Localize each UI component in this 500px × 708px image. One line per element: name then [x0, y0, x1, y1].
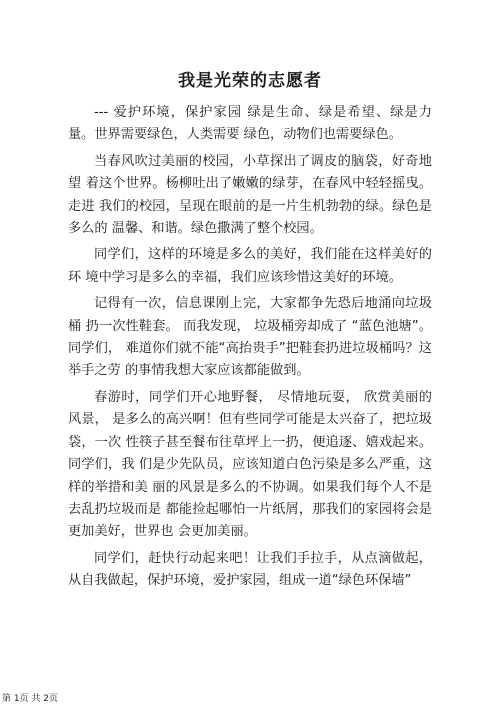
- paragraph-1: --- 爱护环境，保护家园 绿是生命、绿是希望、绿是力量。世界需要绿色，人类需要 绿色，动物们也需要绿色。: [68, 105, 432, 143]
- paragraph-2: 当春风吹过美丽的校园，小草探出了调皮的脑袋，好奇地望 着这个世界。杨柳吐出了嫩嫩的绿芽，在春风中轻轻摇曳。走进 我们的校园，呈现在眼前的是一片生机勃勃的绿。绿色是多么的 温馨、和谐。绿色撒满了整个校园。: [68, 153, 432, 237]
- document-title: 我是光荣的志愿者: [178, 71, 322, 91]
- page-number-footer: 第 1页 共 2页: [2, 694, 59, 704]
- document-body: [68, 102, 432, 597]
- paragraph-3: 同学们，这样的环境是多么的美好，我们能在这样美好的环 境中学习是多么的幸福，我们应该珍惜这美好的环境。: [68, 247, 432, 285]
- paragraph-6: 同学们，赶快行动起来吧！让我们手拉手，从点滴做起，从自我做起，保护环境，爱护家园，组成一道“绿色环保墙”: [68, 550, 432, 589]
- paragraph-4: 记得有一次，信息课刚上完，大家都争先恐后地涌向垃圾桶 扔一次性鞋套。 而我发现， 垃圾桶旁却成了 “蓝色池塘”。同学们， 难道你们就不能“高抬贵手”把鞋套扔进垃圾桶吗？这举手之劳 的事情我想大家应该都能做到。: [68, 296, 432, 379]
- paragraph-5: 春游时，同学们开心地野餐， 尽情地玩耍， 欣赏美丽的风景， 是多么的高兴啊！但有些同学可能是太兴奋了，把垃圾袋，一次 性筷子甚至餐布往草坪上一扔，便追逐、嬉戏起来。同学们，我 们是少先队员，应该知道白色污染是多么严重，这样的举措和美 丽的风景是多么的不协调。如果我们每个人不是去乱扔垃圾而是 都能捡起哪怕一片纸屑，那我们的家园将会是更加美好，世界也 会更加美丽。: [68, 389, 432, 540]
